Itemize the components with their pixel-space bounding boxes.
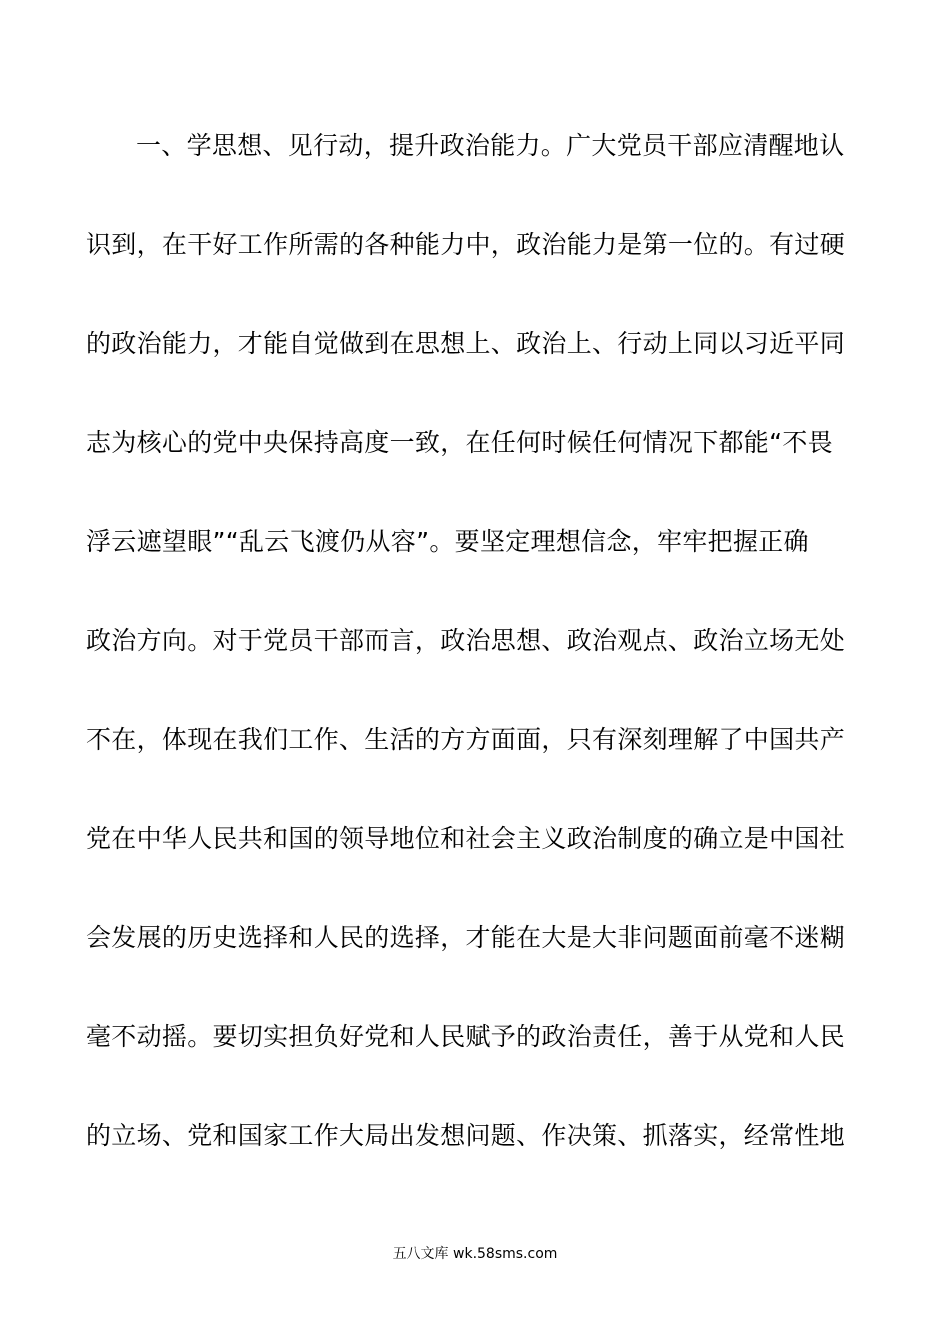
paragraph-line-4: 志为核心的党中央保持高度一致，在任何时候任何情况下都能“不畏 (86, 428, 833, 457)
paragraph-line-9: 会发展的历史选择和人民的选择，才能在大是大非问题面前毫不迷糊 (86, 923, 846, 952)
paragraph-line-3: 的政治能力，才能自觉做到在思想上、政治上、行动上同以习近平同 (86, 329, 846, 358)
paragraph-line-1: 一、学思想、见行动，提升政治能力。广大党员干部应清醒地认 (136, 131, 845, 160)
paragraph-line-2: 识到，在干好工作所需的各种能力中，政治能力是第一位的。有过硬 (86, 230, 846, 259)
paragraph-line-5: 浮云遮望眼”“乱云飞渡仍从容”。要坚定理想信念，牢牢把握正确 (86, 527, 809, 556)
page-footer: 五八文库 wk.58sms.com (392, 1246, 558, 1262)
paragraph-line-11: 的立场、党和国家工作大局出发想问题、作决策、抓落实，经常性地 (86, 1121, 846, 1150)
paragraph-line-7: 不在，体现在我们工作、生活的方方面面，只有深刻理解了中国共产 (86, 725, 846, 754)
body-paragraph (86, 118, 866, 1207)
paragraph-line-6: 政治方向。对于党员干部而言，政治思想、政治观点、政治立场无处 (86, 626, 846, 655)
paragraph-line-10: 毫不动摇。要切实担负好党和人民赋予的政治责任，善于从党和人民 (86, 1022, 846, 1051)
paragraph-line-8: 党在中华人民共和国的领导地位和社会主义政治制度的确立是中国社 (86, 824, 846, 853)
